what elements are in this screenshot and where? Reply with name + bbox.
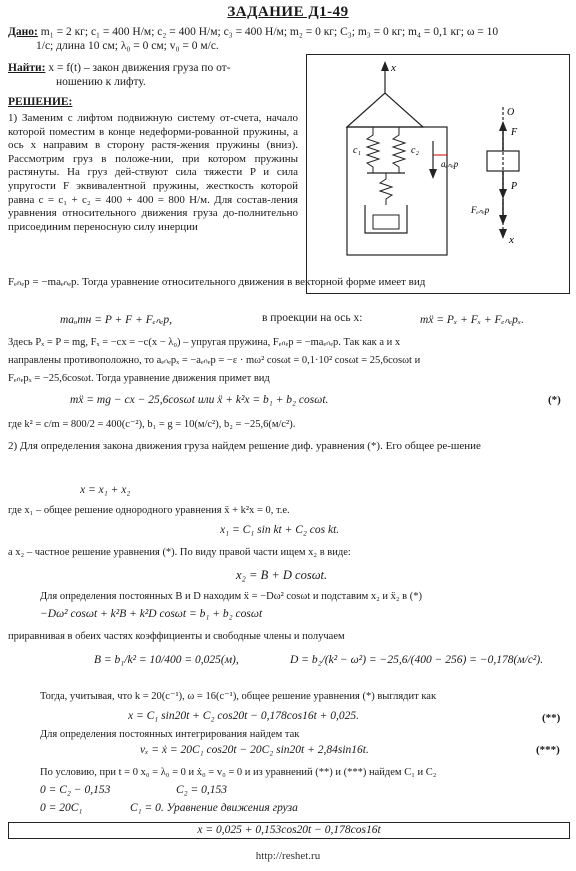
label-o: O xyxy=(507,107,515,118)
eq-motion: mẍ = mg − cx − 25,6cosωt или ẍ + k²x = b₁ + b₂ cosωt. xyxy=(70,394,329,406)
x-label-top: x xyxy=(391,62,396,74)
find-line-2: ношению к лифту. xyxy=(56,76,146,88)
figure-frame xyxy=(306,54,570,294)
eq-x2: x₂ = B + D cosωt. xyxy=(236,568,328,582)
eq-c-left-2: 0 = 20C₁ xyxy=(40,802,83,814)
eq-velocity: vₓ = ẋ = 20C₁ cos20t − 20C₂ sin20t + 2,84sin16t. xyxy=(140,744,369,756)
given-label: Дано: xyxy=(8,26,38,38)
eq-c-right-2: C₁ = 0. Уравнение движения груза xyxy=(130,802,298,814)
eq-c-left-1: 0 = C₂ − 0,153 xyxy=(40,784,111,796)
line-finer: Fₑₙₑрₓ = −25,6cosωt. Тогда уравнение движения примет вид xyxy=(8,373,270,384)
label-fin: Fₑₙₑр xyxy=(471,205,490,215)
page-title: ЗАДАНИЕ Д1-49 xyxy=(227,4,349,20)
line-x2: a x₂ – частное решение уравнения (*). По виду правой части ищем x₂ в виде: xyxy=(8,547,351,558)
spring-lower xyxy=(380,173,392,205)
load-block xyxy=(373,215,399,229)
label-a: aₑₙₑр xyxy=(441,159,459,169)
cabin-body xyxy=(347,127,447,255)
eq-general: x = x₁ + x₂ xyxy=(80,484,131,496)
eq-projection-label: в проекции на ось x: xyxy=(262,312,363,324)
given-text-1: m₁ = 2 кг; c₁ = 400 Н/м; c₂ = 400 Н/м; c₃ = 400 Н/м; m₂ = 0 кг; C₃; m₃ = 0 кг; m₄ = 0,1 кг; ω = 10 xyxy=(40,26,499,38)
eq-solution: x = C₁ sin20t + C₂ cos20t − 0,178cos16t + 0,025. xyxy=(128,710,360,722)
eq-motion-num: (*) xyxy=(548,394,561,406)
eq-solution-num: (**) xyxy=(542,712,561,724)
eq-d: D = b₂/(k² − ω²) = −25,6/(400 − 256) = −0,178(м/с²). xyxy=(290,654,544,666)
line-directed: направлены противоположно, то aₑₙₑрₓ = −aₑₙₑр = −ε · mω² cosωt = 0,1·10² cosωt = 25,6cosωt и xyxy=(8,355,421,366)
solution-label: РЕШЕНИЕ: xyxy=(8,96,73,108)
solution-paragraph-1-end: Fₑₙₑр = −maₑₙₑр. Тогда уравнение относительного движения в векторной форме имеет вид xyxy=(8,276,426,288)
given-line-2: 1/с; длина 10 см; λ₀ = 0 см; v₀ = 0 м/с. xyxy=(36,40,219,52)
footer-url[interactable]: http://reshet.ru xyxy=(255,850,321,862)
line-then: Тогда, учитывая, что k = 20(с⁻¹), ω = 16(с⁻¹), общее решение уравнения (*) выглядит как xyxy=(40,691,437,702)
x-axis-up-arrow xyxy=(381,61,389,71)
accel-arrow xyxy=(429,169,437,179)
spring-c2 xyxy=(393,127,405,173)
final-equation: x = 0,025 + 0,153cos20t − 0,178cos16t xyxy=(8,822,570,839)
line-k: где k² = c/m = 800/2 = 400(с⁻²), b₁ = g = 10(м/с²), b₂ = −25,6(м/с²). xyxy=(8,419,296,430)
line-cond: По условию, при t = 0 x₀ = λ₀ = 0 и ẋ₀ = v₀ = 0 и из уравнений (**) и (***) найдем C₁ и C₂ xyxy=(40,767,437,778)
cabin-roof xyxy=(347,93,423,127)
fbd-axis-arrow xyxy=(499,229,507,239)
mechanical-system-diagram xyxy=(307,55,569,293)
eq-b: B = b₁/k² = 10/400 = 0,025(м), xyxy=(94,654,239,666)
solution-paragraph-1: 1) Заменим с лифтом подвижную систему от-счета, начало которой поместим в конце недеформи-рованной пружины, а ось x направим в сторону растя-жения пружины (вниз). Рассмотрим груз в положе-нии, при котором пружины растянуты. На груз дей-ствуют сила тяжести P и сила упругости F эквивалентной пружины, жесткость которой равна c = c₁ + c₂ = 400 + 400 = 800 Н/м. Для состав-ления уравнения относительного движения груза до-полнительно присоединим переносную силу инерции xyxy=(8,112,298,233)
force-fin-arrow xyxy=(499,215,507,225)
spring-c1 xyxy=(367,127,379,173)
solution-paragraph-2: 2) Для определения закона движения груза найдем решение диф. уравнения (*). Его общее ре-шение xyxy=(8,440,481,452)
eq-projection: mẍ = Pₓ + Fₓ + Fₑₙₑрₓ. xyxy=(420,314,525,326)
eq-velocity-num: (***) xyxy=(536,744,560,756)
eq-x1: x₁ = C₁ sin kt + C₂ cos kt. xyxy=(220,524,340,536)
label-c1: c₁ xyxy=(353,145,361,156)
line-x1: где x₁ – общее решение однородного уравнения ẍ + k²x = 0, т.е. xyxy=(8,505,290,516)
eq-vector: maₒтн = P + F + Fₑₙₑр, xyxy=(60,314,172,326)
label-p: P xyxy=(511,181,518,192)
force-f-arrow xyxy=(499,121,507,131)
label-f: F xyxy=(511,127,518,138)
find-text-1: x = f(t) – закон движения груза по от- xyxy=(48,62,231,74)
force-p-arrow xyxy=(499,189,507,199)
find-line-1 xyxy=(8,62,231,75)
line-where: Здесь Pₓ = P = mg, Fₓ = −cx = −c(x − λ₀) – упругая пружина, Fₑₙₑр = −maₑₙₑр. Так как a и x xyxy=(8,337,401,348)
eq-subst: −Dω² cosωt + k²B + k²D cosωt = b₁ + b₂ cosωt xyxy=(40,608,263,620)
label-c2: c₂ xyxy=(411,145,419,156)
line-bd: Для определения постоянных B и D находим ẍ = −Dω² cosωt и подставим x₂ и ẍ₂ в (*) xyxy=(40,591,423,602)
eq-c-right-1: C₂ = 0,153 xyxy=(176,784,228,796)
given-line-1 xyxy=(8,26,498,39)
label-x-bottom: x xyxy=(509,234,514,246)
line-coef: приравнивая в обеих частях коэффициенты и свободные члены и получаем xyxy=(8,631,345,642)
line-const: Для определения постоянных интегрирования найдем так xyxy=(40,729,300,740)
find-label: Найти: xyxy=(8,62,46,74)
